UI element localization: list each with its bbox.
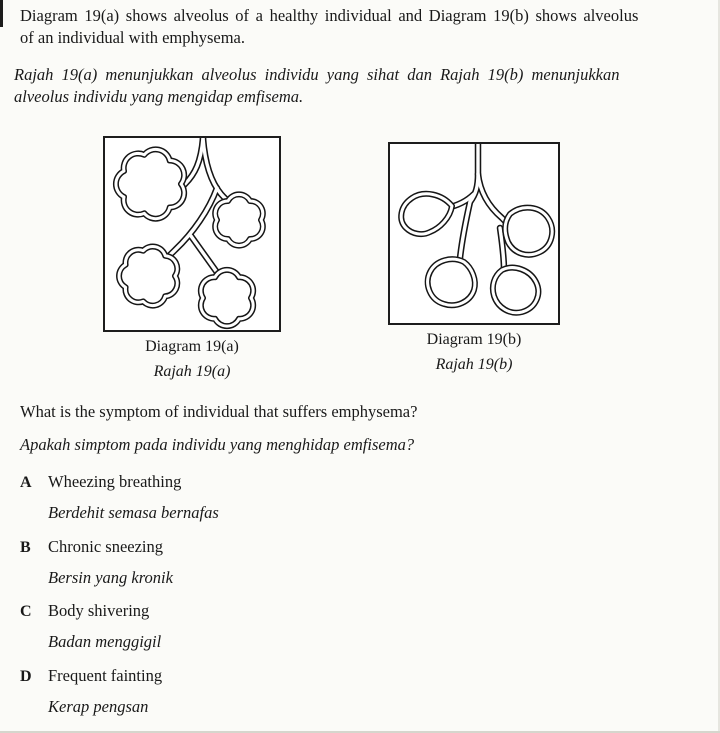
question-text-malay: Apakah simptom pada individu yang menghidap emfisema?: [20, 435, 415, 454]
question-intro-malay: [14, 64, 712, 108]
option-c-letter: C: [20, 603, 32, 620]
option-b: [20, 537, 690, 588]
option-c: [20, 601, 690, 652]
figure-19b-caption-en: Diagram 19(b): [426, 331, 522, 348]
figure-19b-frame: [388, 142, 560, 325]
option-d-letter: D: [20, 668, 32, 685]
figure-19a-frame: [103, 136, 281, 332]
option-a-letter: A: [20, 474, 32, 491]
option-d-text-ms: Kerap pengsan: [48, 697, 149, 716]
option-d: [20, 666, 690, 717]
intro-english-line2: of an individual with emphysema.: [20, 27, 245, 47]
intro-english-line1: Diagram 19(a) shows alveolus of a healthy individual and Diagram 19(b) shows alveolus: [20, 6, 639, 25]
option-a: [20, 472, 690, 523]
option-a-text-ms: Berdehit semasa bernafas: [48, 503, 219, 522]
intro-malay-line2: alveolus individu yang mengidap emfisema.: [14, 86, 304, 106]
figure-19b-caption-ms: Rajah 19(b): [435, 356, 513, 374]
figure-19b: [388, 142, 560, 376]
option-c-text-en: Body shivering: [48, 601, 150, 620]
alveolus-healthy-illustration: [105, 138, 279, 330]
option-a-text-en: Wheezing breathing: [48, 472, 182, 491]
option-b-text-en: Chronic sneezing: [48, 537, 164, 556]
option-b-text-ms: Bersin yang kronik: [48, 568, 173, 587]
option-c-text-ms: Badan menggigil: [48, 632, 162, 651]
question-intro-english: [20, 5, 712, 49]
intro-malay-line1: Rajah 19(a) menunjukkan alveolus individu yang sihat dan Rajah 19(b) menunjukkan: [14, 65, 620, 84]
figure-19a: [103, 136, 281, 383]
figure-19a-caption-ms: Rajah 19(a): [153, 363, 231, 381]
option-d-text-en: Frequent fainting: [48, 666, 163, 685]
figure-19a-caption-en: Diagram 19(a): [145, 338, 239, 355]
scan-edge-mark: [0, 0, 3, 27]
alveolus-emphysema-illustration: [390, 144, 558, 323]
question-text-english: What is the symptom of individual that suffers emphysema?: [20, 402, 418, 421]
option-b-letter: B: [20, 539, 31, 556]
